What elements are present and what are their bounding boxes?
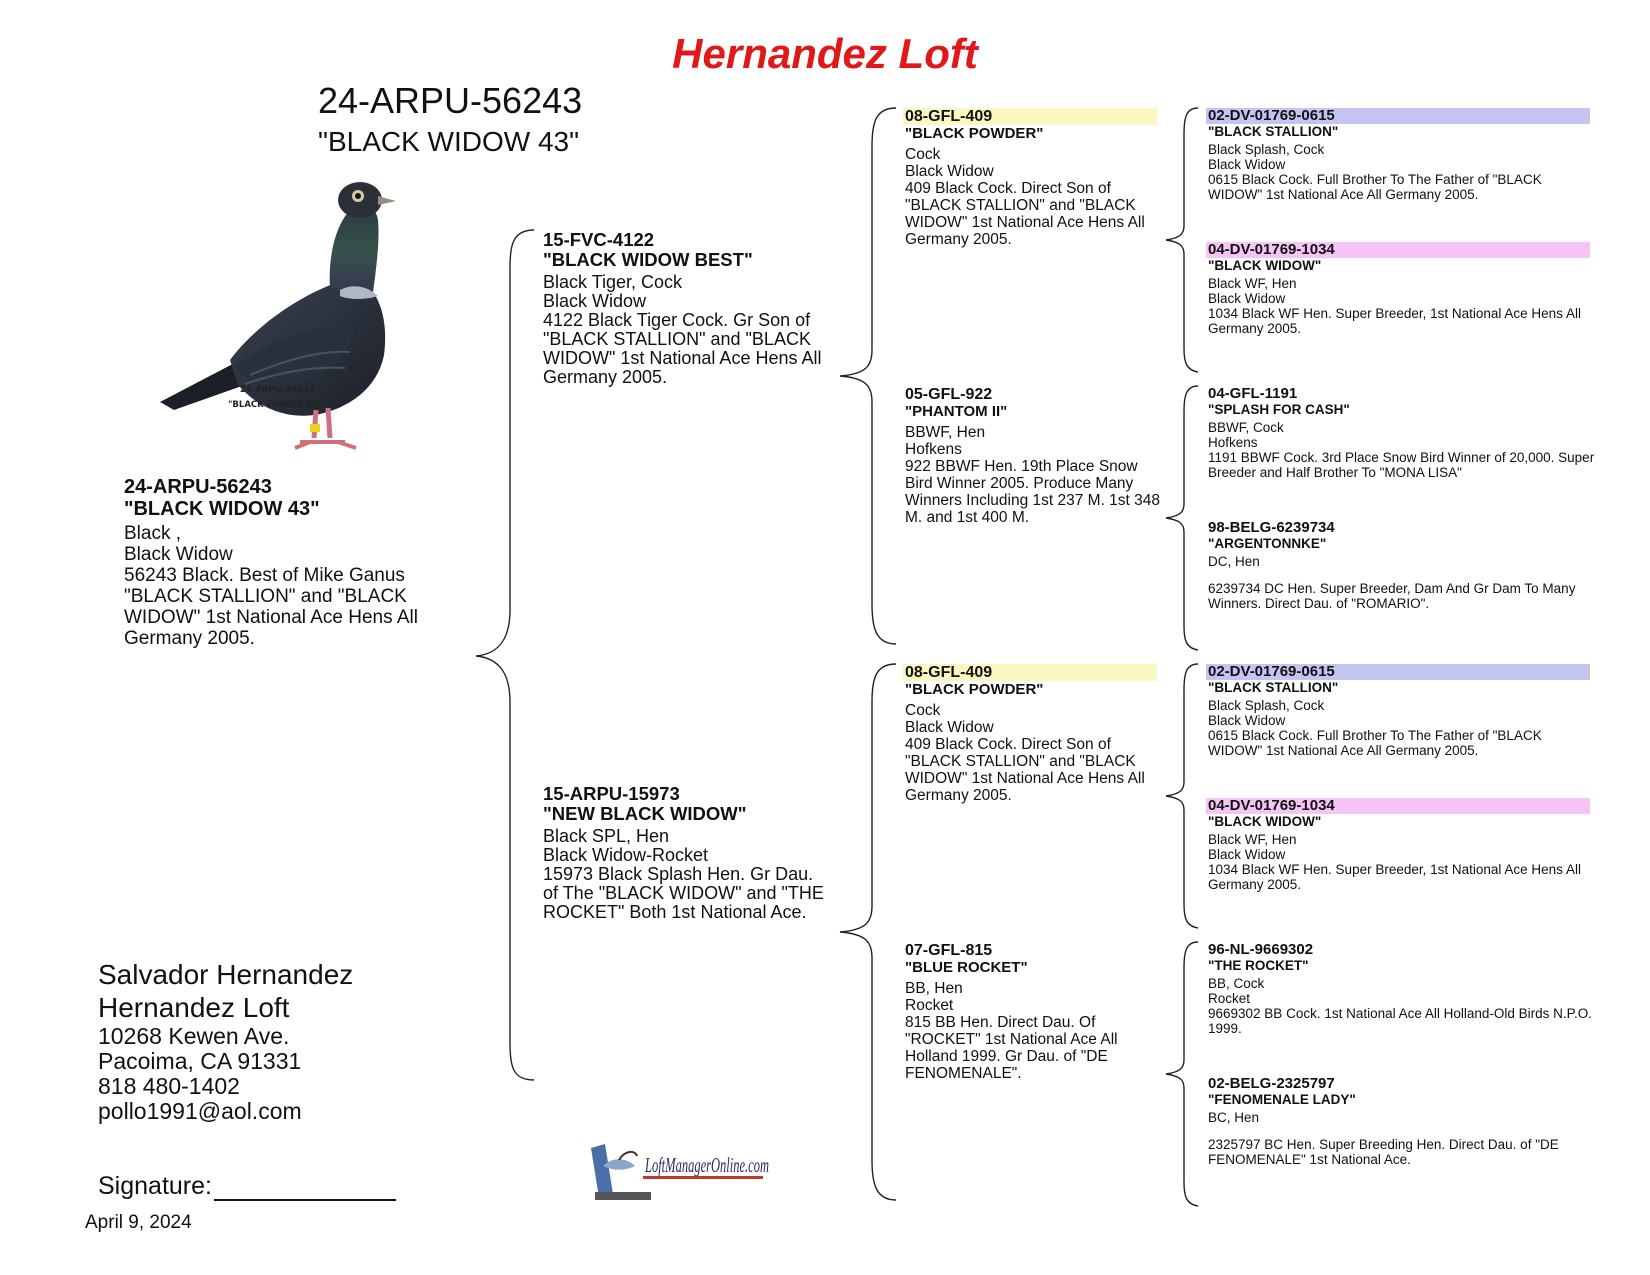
bracket-gen3-4 — [1166, 942, 1198, 1206]
ggp-5-ring: 02-DV-01769-0615 — [1206, 664, 1590, 680]
ggp-1-color-sex: Black Splash, Cock — [1208, 142, 1325, 157]
bracket-gen2-top — [840, 108, 896, 644]
ggp-6-name: "BLACK WIDOW" — [1208, 814, 1322, 829]
dam-dam-color-sex: BB, Hen — [905, 980, 963, 997]
subject-card — [124, 476, 464, 649]
sire-sire-notes: 409 Black Cock. Direct Son of "BLACK STALLION" and "BLACK WIDOW" 1st National Ace Hens All Germany 2005. — [905, 180, 1145, 248]
ggp-card-4 — [1208, 520, 1598, 611]
sire-color-sex: Black Tiger, Cock — [543, 272, 683, 292]
print-date: April 9, 2024 — [85, 1212, 192, 1233]
dam-sire-color-sex: Cock — [905, 702, 941, 719]
dam-sire-card — [905, 664, 1165, 804]
ggp-7-name: "THE ROCKET" — [1208, 958, 1309, 973]
pigeon-photo — [140, 170, 440, 470]
subject-strain: Black Widow — [124, 544, 233, 565]
owner-city: Pacoima, CA 91331 — [98, 1048, 302, 1074]
ggp-4-color-sex: DC, Hen — [1208, 554, 1260, 569]
bracket-gen1 — [476, 230, 534, 1080]
ggp-5-color-sex: Black Splash, Cock — [1208, 698, 1325, 713]
ggp-2-ring: 04-DV-01769-1034 — [1206, 242, 1590, 258]
sire-dam-color-sex: BBWF, Hen — [905, 424, 986, 441]
loftmanager-logo — [583, 1136, 783, 1206]
sire-name: "BLACK WIDOW BEST" — [543, 249, 753, 270]
ggp-2-color-sex: Black WF, Hen — [1208, 276, 1297, 291]
ggp-card-5 — [1208, 664, 1598, 758]
sire-dam-name: "PHANTOM II" — [905, 403, 1008, 420]
dam-dam-card — [905, 942, 1165, 1082]
ggp-7-strain: Rocket — [1208, 991, 1251, 1006]
dam-dam-notes: 815 BB Hen. Direct Dau. Of "ROCKET" 1st National Ace All Holland 1999. Gr Dau. of "DE FENOMENALE". — [905, 1014, 1118, 1082]
ggp-6-notes: 1034 Black WF Hen. Super Breeder, 1st National Ace Hens All Germany 2005. — [1208, 862, 1581, 892]
dam-notes: 15973 Black Splash Hen. Gr Dau. of The "BLACK WIDOW" and "THE ROCKET" Both 1st National Ace. — [543, 864, 824, 922]
ggp-1-name: "BLACK STALLION" — [1208, 124, 1339, 139]
ggp-8-name: "FENOMENALE LADY" — [1208, 1092, 1356, 1107]
ggp-4-notes: 6239734 DC Hen. Super Breeder, Dam And Gr Dam To Many Winners. Direct Dau. of "ROMARIO". — [1208, 581, 1576, 611]
sire-dam-notes: 922 BBWF Hen. 19th Place Snow Bird Winner 2005. Produce Many Winners Including 1st 237 M. 1st 348 M. and 1st 400 M. — [905, 458, 1161, 526]
ggp-2-name: "BLACK WIDOW" — [1208, 258, 1322, 273]
dam-sire-name: "BLACK POWDER" — [905, 681, 1044, 698]
dam-sire-notes: 409 Black Cock. Direct Son of "BLACK STALLION" and "BLACK WIDOW" 1st National Ace Hens All Germany 2005. — [905, 736, 1145, 804]
ggp-3-ring: 04-GFL-1191 — [1208, 385, 1298, 402]
ggp-1-strain: Black Widow — [1208, 157, 1286, 172]
ggp-card-6 — [1208, 798, 1598, 892]
ggp-8-notes: 2325797 BC Hen. Super Breeding Hen. Direct Dau. of "DE FENOMENALE" 1st National Ace. — [1208, 1137, 1559, 1167]
signature-line — [98, 1172, 396, 1201]
ggp-3-strain: Hofkens — [1208, 435, 1258, 450]
ggp-1-notes: 0615 Black Cock. Full Brother To The Father of "BLACK WIDOW" 1st National Ace All Germany 2005. — [1208, 172, 1542, 202]
owner-loft: Hernandez Loft — [98, 992, 290, 1023]
signature-blank — [214, 1179, 396, 1201]
owner-email: pollo1991@aol.com — [98, 1098, 302, 1124]
ggp-6-strain: Black Widow — [1208, 847, 1286, 862]
sire-strain: Black Widow — [543, 291, 647, 311]
ggp-2-notes: 1034 Black WF Hen. Super Breeder, 1st National Ace Hens All Germany 2005. — [1208, 306, 1581, 336]
sire-card — [543, 230, 833, 387]
dam-color-sex: Black SPL, Hen — [543, 826, 670, 846]
photo-caption-name: "BLACK WIDOW 43" — [228, 400, 323, 410]
ggp-7-notes: 9669302 BB Cock. 1st National Ace All Holland-Old Birds N.P.O. 1999. — [1208, 1006, 1592, 1036]
ggp-card-1 — [1208, 108, 1598, 202]
ggp-8-ring: 02-BELG-2325797 — [1208, 1075, 1335, 1092]
ggp-5-strain: Black Widow — [1208, 713, 1286, 728]
sire-dam-ring: 05-GFL-922 — [905, 386, 993, 403]
ggp-card-8 — [1208, 1076, 1598, 1167]
dam-sire-ring: 08-GFL-409 — [903, 664, 1157, 681]
subject-color-sex: Black , — [124, 523, 182, 544]
ggp-6-color-sex: Black WF, Hen — [1208, 832, 1297, 847]
sire-sire-color-sex: Cock — [905, 146, 941, 163]
sire-dam-strain: Hofkens — [905, 441, 962, 458]
ggp-3-name: "SPLASH FOR CASH" — [1208, 402, 1350, 417]
ggp-3-color-sex: BBWF, Cock — [1208, 420, 1284, 435]
owner-phone: 818 480-1402 — [98, 1073, 240, 1099]
sire-sire-card — [905, 108, 1165, 248]
subject-ring-heading: 24-ARPU-56243 — [318, 80, 583, 121]
ggp-card-2 — [1208, 242, 1598, 336]
bracket-gen3-2 — [1166, 386, 1198, 650]
subject-ring: 24-ARPU-56243 — [124, 476, 272, 498]
ggp-card-7 — [1208, 942, 1598, 1036]
sire-sire-strain: Black Widow — [905, 163, 994, 180]
ggp-8-color-sex: BC, Hen — [1208, 1110, 1260, 1125]
ggp-4-ring: 98-BELG-6239734 — [1208, 519, 1335, 536]
dam-card — [543, 784, 833, 922]
logo-text: LoftManagerOnline.com — [644, 1153, 769, 1177]
ggp-1-ring: 02-DV-01769-0615 — [1206, 108, 1590, 124]
ggp-7-color-sex: BB, Cock — [1208, 976, 1265, 991]
ggp-5-notes: 0615 Black Cock. Full Brother To The Father of "BLACK WIDOW" 1st National Ace All Germany 2005. — [1208, 728, 1542, 758]
sire-sire-ring: 08-GFL-409 — [903, 108, 1157, 125]
dam-strain: Black Widow-Rocket — [543, 845, 709, 865]
sire-dam-card — [905, 386, 1165, 526]
owner-block — [98, 958, 353, 1124]
dam-dam-ring: 07-GFL-815 — [905, 942, 993, 959]
sire-notes: 4122 Black Tiger Cock. Gr Son of "BLACK STALLION" and "BLACK WIDOW" 1st National Ace Hens All Germany 2005. — [543, 310, 822, 387]
ggp-5-name: "BLACK STALLION" — [1208, 680, 1339, 695]
owner-address: 10268 Kewen Ave. — [98, 1023, 290, 1049]
bracket-gen3-1 — [1166, 108, 1198, 372]
loft-title: Hernandez Loft — [672, 30, 978, 77]
subject-notes: 56243 Black. Best of Mike Ganus "BLACK STALLION" and "BLACK WIDOW" 1st National Ace Hens All Germany 2005. — [124, 565, 418, 649]
ggp-4-name: "ARGENTONNKE" — [1208, 536, 1327, 551]
bracket-gen3-3 — [1166, 664, 1198, 928]
dam-dam-strain: Rocket — [905, 997, 954, 1014]
ggp-6-ring: 04-DV-01769-1034 — [1206, 798, 1590, 814]
dam-name: "NEW BLACK WIDOW" — [543, 803, 747, 824]
owner-name: Salvador Hernandez — [98, 959, 354, 990]
dam-ring: 15-ARPU-15973 — [543, 783, 680, 804]
ggp-card-3 — [1208, 386, 1598, 480]
ggp-3-notes: 1191 BBWF Cock. 3rd Place Snow Bird Winner of 20,000. Super Breeder and Half Brother To "MONA LISA" — [1208, 450, 1595, 480]
dam-sire-strain: Black Widow — [905, 719, 994, 736]
subject-name: "BLACK WIDOW 43" — [124, 498, 320, 520]
sire-ring: 15-FVC-4122 — [543, 229, 655, 250]
ggp-7-ring: 96-NL-9669302 — [1208, 941, 1314, 958]
signature-label: Signature: — [98, 1172, 212, 1200]
sire-sire-name: "BLACK POWDER" — [905, 125, 1044, 142]
bracket-gen2-bottom — [840, 664, 896, 1200]
photo-caption-ring: 24-ARPU-56243 — [240, 385, 315, 395]
dam-dam-name: "BLUE ROCKET" — [905, 959, 1028, 976]
subject-name-heading: "BLACK WIDOW 43" — [318, 126, 580, 157]
ggp-2-strain: Black Widow — [1208, 291, 1286, 306]
